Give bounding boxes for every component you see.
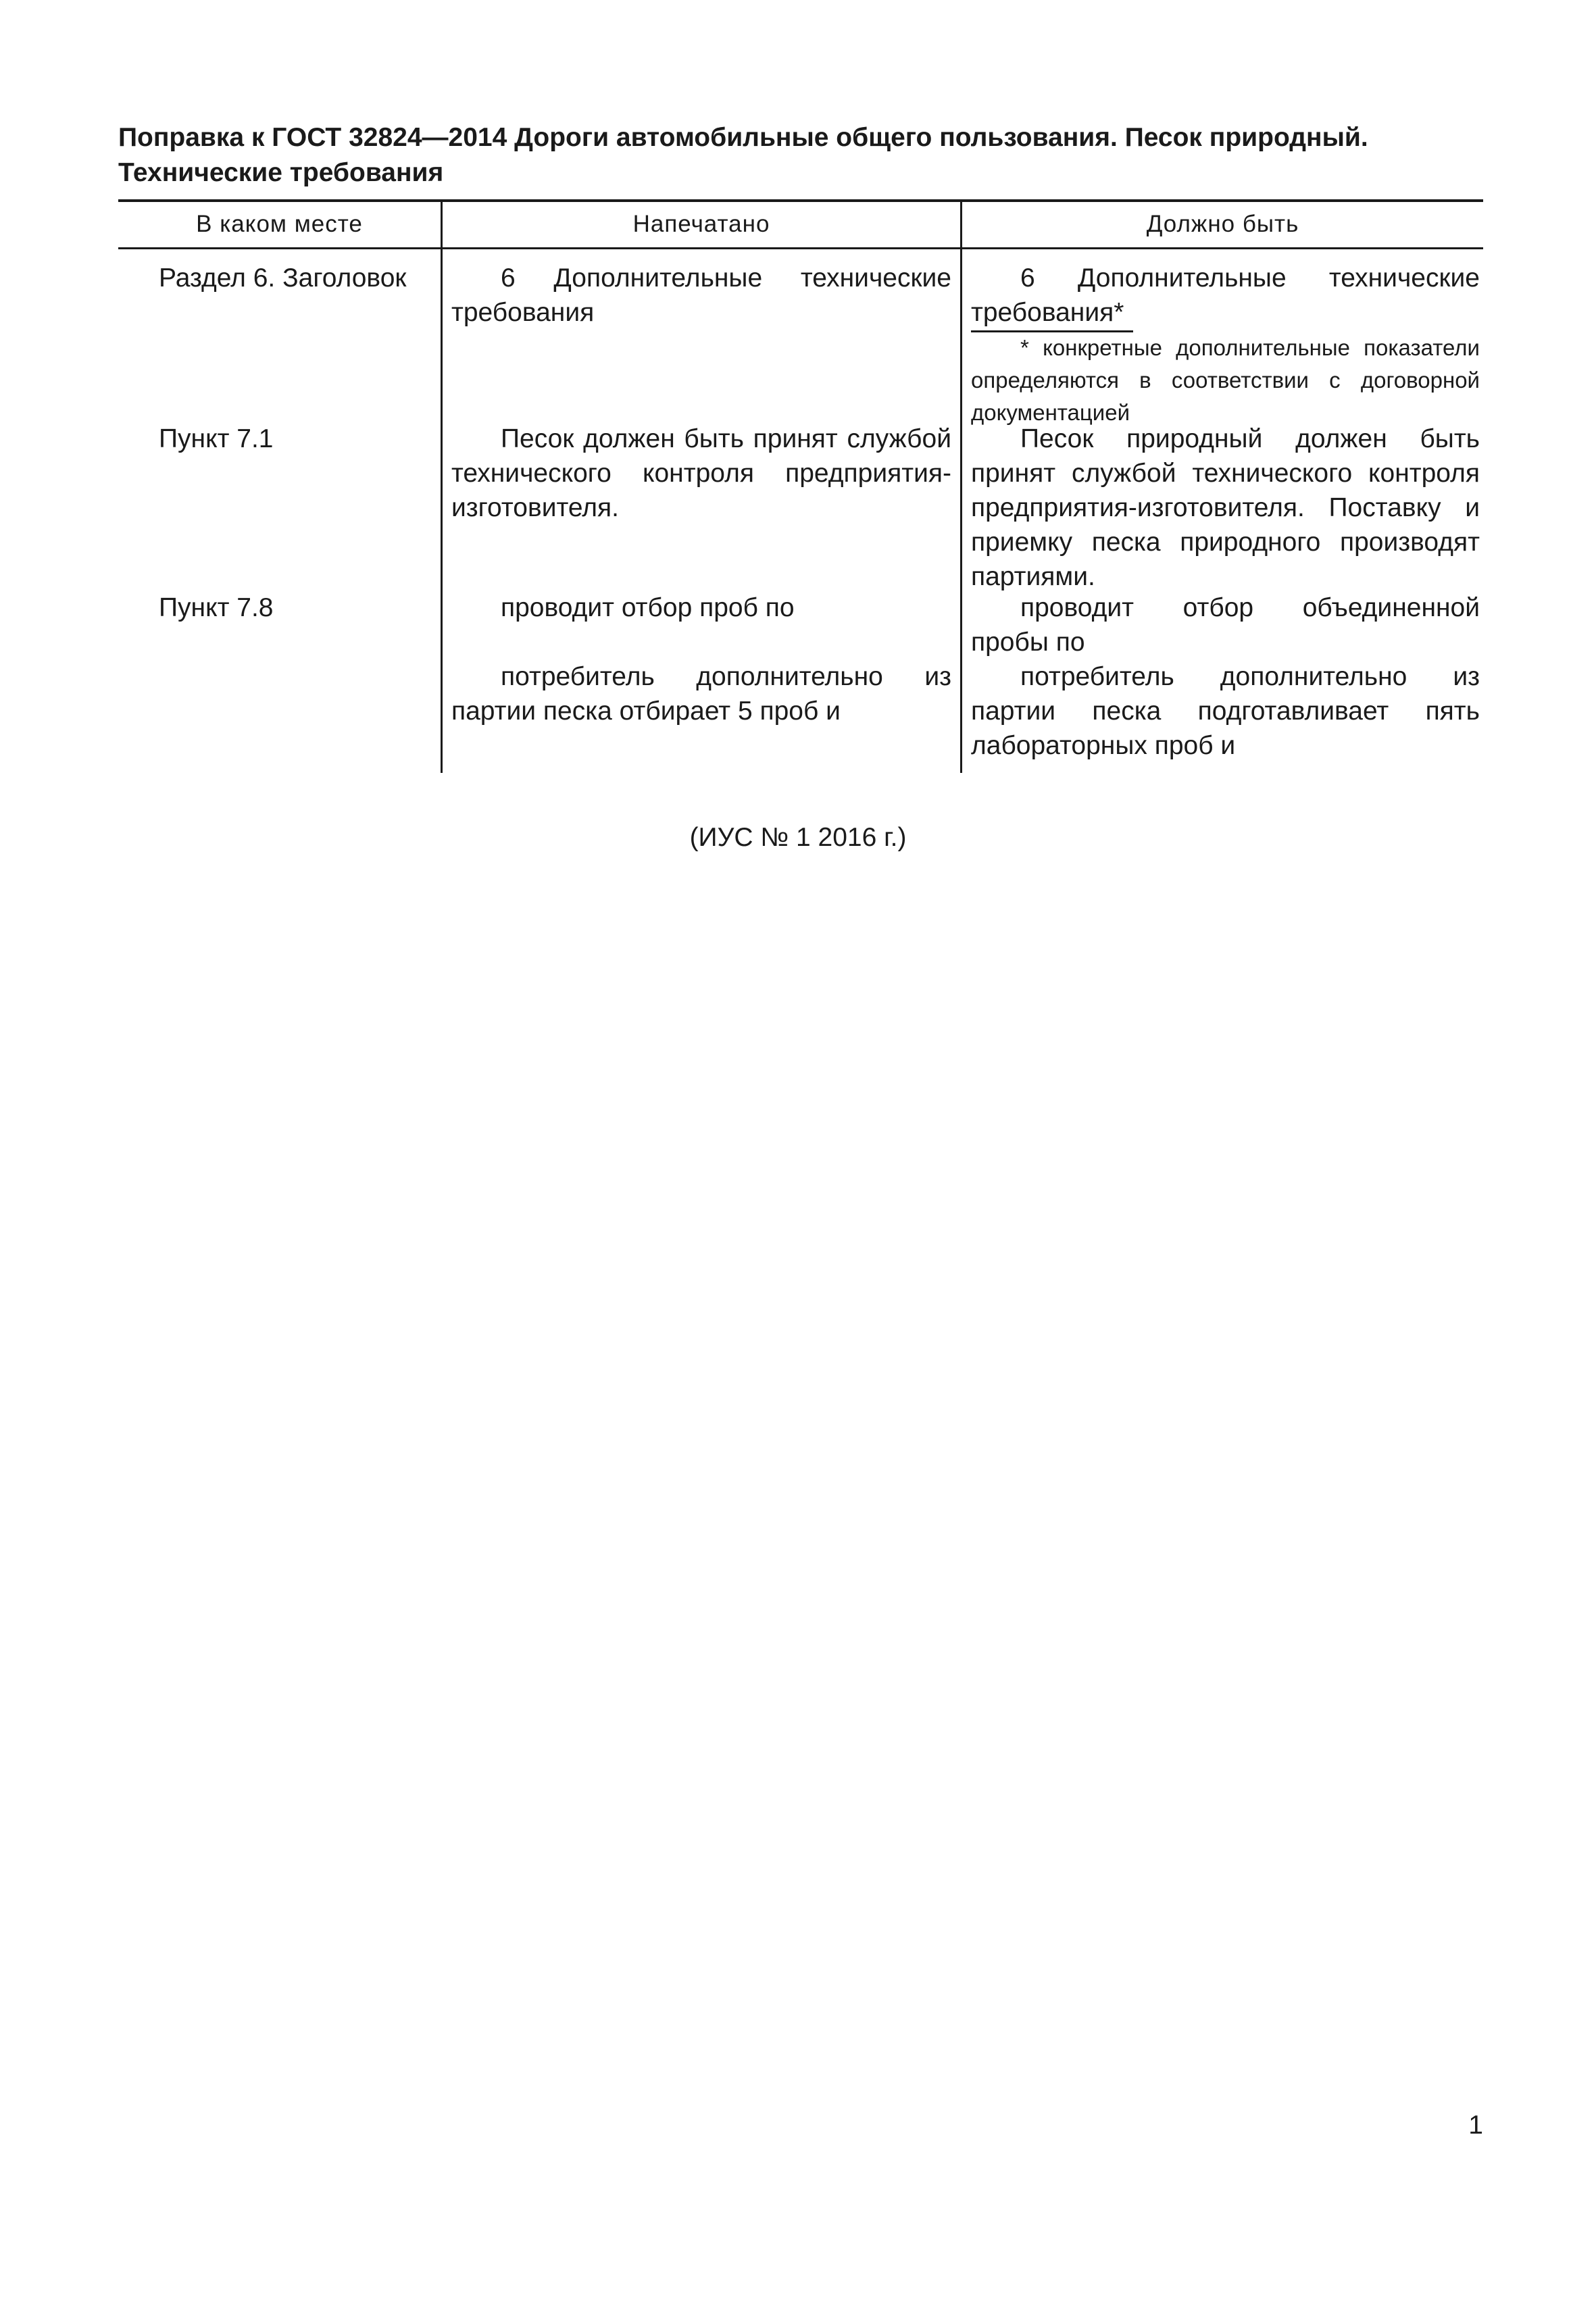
column-header-place: В каком месте <box>196 211 363 237</box>
row-3-printed-b: потребитель дополнительно из партии песка отбирает 5 проб и <box>451 662 951 726</box>
table-header-rule <box>118 247 1483 249</box>
row-1-correct: 6 Дополнительные технические требования* <box>971 263 1480 327</box>
row-3-correct-b: потребитель дополнительно из партии песка подготавливает пять лабораторных проб и <box>971 662 1480 760</box>
row-3-place: Пункт 7.8 <box>159 593 274 622</box>
table-top-rule <box>118 199 1483 202</box>
row-2-printed: Песок должен быть принят службой технического контроля предприятия-изготовителя. <box>451 424 951 522</box>
document-title <box>118 120 1483 191</box>
column-divider-1 <box>441 200 443 773</box>
row-2-correct: Песок природный должен быть принят службой технического контроля предприятия-изготовителя. Поставку и приемку песка природного производят партиями. <box>971 424 1480 591</box>
ius-reference: (ИУС № 1 2016 г.) <box>689 823 907 852</box>
row-2-place: Пункт 7.1 <box>159 424 274 453</box>
row-1-footnote: * конкретные дополнительные показатели определяются в соответствии с договорной документацией <box>971 335 1480 425</box>
page-number: 1 <box>1468 2111 1483 2140</box>
title-line-2: Технические требования <box>118 158 444 187</box>
row-3-correct-a: проводит отбор объединенной пробы по <box>971 593 1480 657</box>
column-header-correct: Должно быть <box>1146 211 1299 237</box>
row-1-place: Раздел 6. Заголовок <box>159 263 407 293</box>
title-line-1: Поправка к ГОСТ 32824—2014 Дороги автомобильные общего пользования. Песок природный. <box>118 123 1368 152</box>
column-header-printed: Напечатано <box>632 211 770 237</box>
column-divider-2 <box>960 200 962 773</box>
row-1-printed: 6 Дополнительные технические требования <box>451 263 951 327</box>
row-3-printed-a: проводит отбор проб по <box>501 593 795 622</box>
